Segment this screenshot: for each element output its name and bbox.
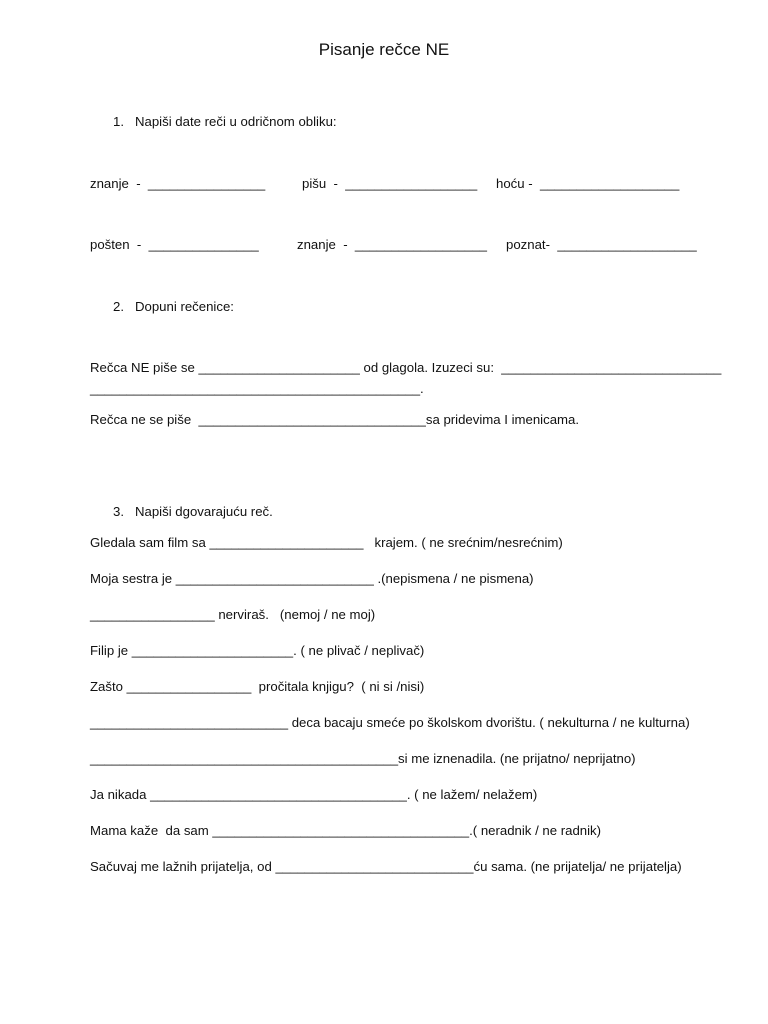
exercise-line: Gledala sam film sa _____________________ krajem. ( ne srećnim/nesrećnim) [90,535,563,550]
exercise-item-hocu: hoću - ___________________ [496,176,680,191]
exercise-line: Ja nikada ___________________________________. ( ne lažem/ nelažem) [90,787,538,802]
exercise-line: _________________ nerviraš. (nemoj / ne moj) [90,607,376,622]
question-3-heading: 3. Napiši dgovarajuću reč. [113,504,273,519]
exercise-item-poznat: poznat- ___________________ [506,237,697,252]
exercise-line: Sačuvaj me lažnih prijatelja, od ___________________________ću sama. (ne prijatelja/ ne prijatelja) [90,859,682,874]
exercise-item-znanje: znanje - ________________ [90,176,266,191]
page-title: Pisanje rečce NE [318,40,450,59]
exercise-line: Mama kaže da sam ___________________________________.( neradnik / ne radnik) [90,823,602,838]
exercise-line: Filip je ______________________. ( ne plivač / neplivač) [90,643,425,658]
exercise-item-znanje-2: znanje - __________________ [297,237,487,252]
sentence-line: Rečca NE piše se ______________________ od glagola. Izuzeci su: ______________________________ [90,360,722,375]
question-1-heading: 1. Napiši date reči u odričnom obliku: [113,114,337,129]
exercise-item-posten: pošten - _______________ [90,237,259,252]
exercise-line: Moja sestra je ___________________________ .(nepismena / ne pismena) [90,571,534,586]
exercise-line: __________________________________________si me iznenadila. (ne prijatno/ neprijatno) [90,751,636,766]
exercise-line: ___________________________ deca bacaju smeće po školskom dvorištu. ( nekulturna / ne kulturna) [90,715,690,730]
exercise-item-pisu: pišu - __________________ [302,176,478,191]
question-2-heading: 2. Dopuni rečenice: [113,299,234,314]
exercise-line: Zašto _________________ pročitala knjigu? ( ni si /nisi) [90,679,425,694]
sentence-line: _____________________________________________. [90,381,424,396]
sentence-line: Rečca ne se piše _______________________________sa pridevima I imenicama. [90,412,580,427]
